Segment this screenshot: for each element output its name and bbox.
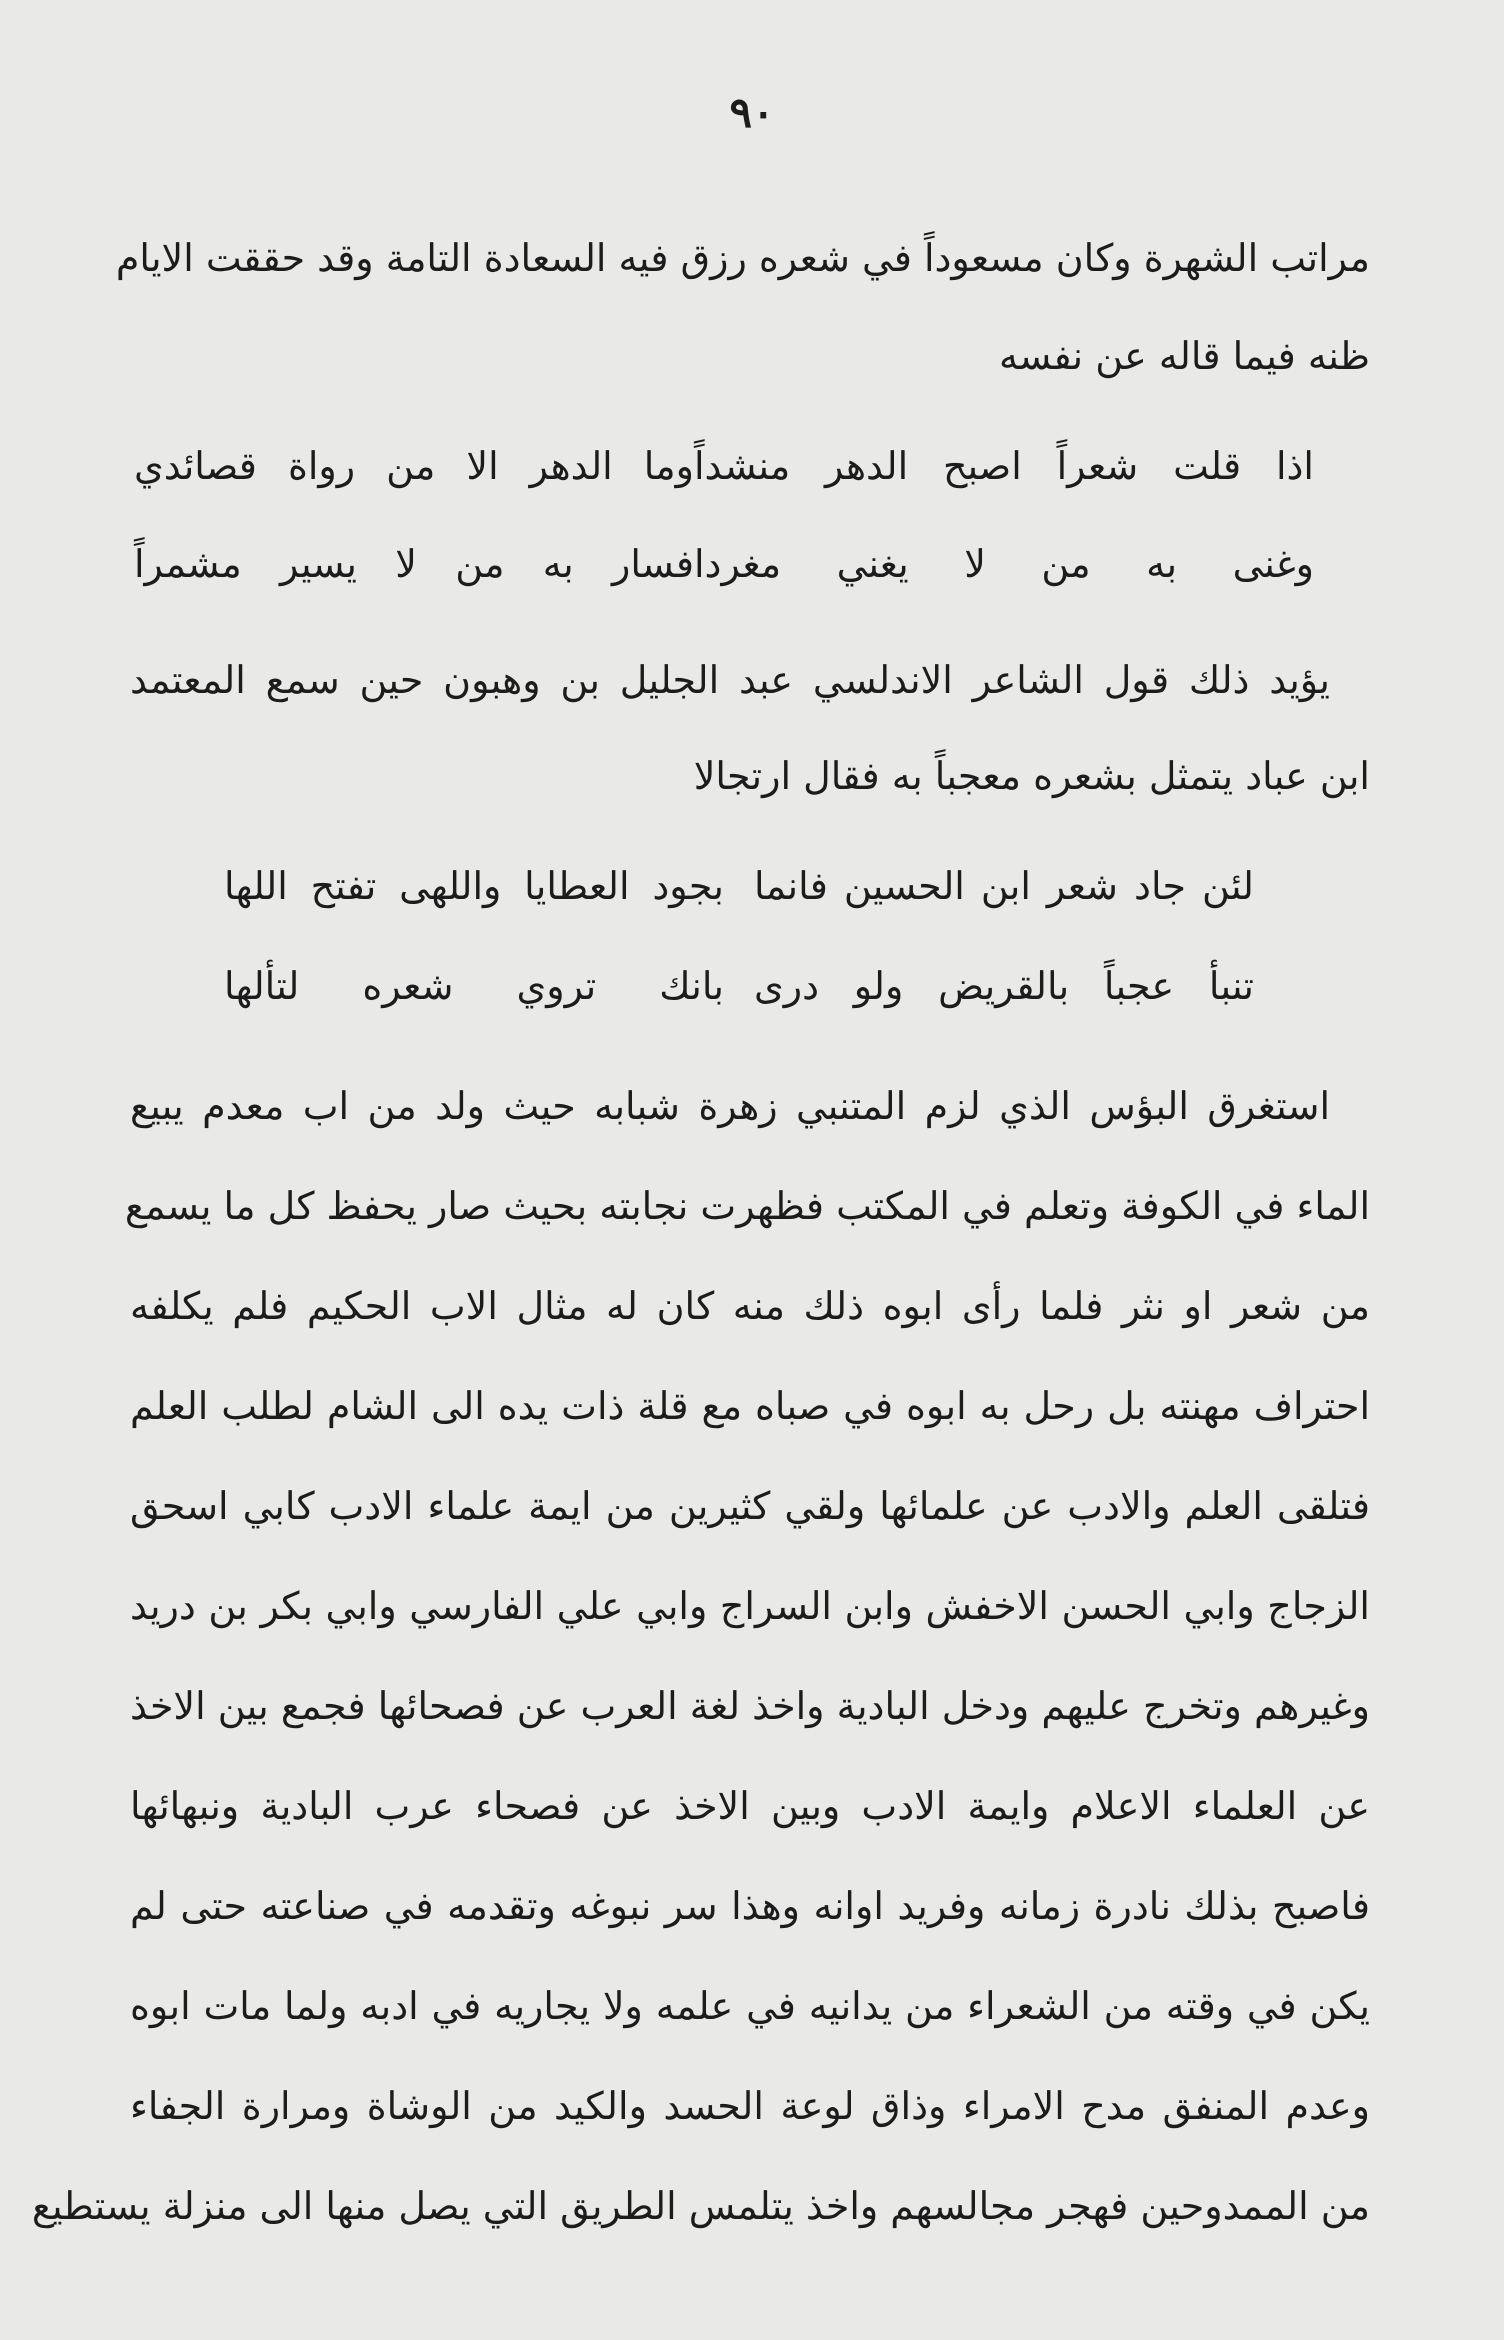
text-line: من الممدوحين فهجر مجالسهم واخذ يتلمس الطريق التي يصل منها الى منزلة يستطيع bbox=[31, 2184, 1370, 2228]
verse-first-hemistich: تنبأ عجباً بالقريض ولو درى bbox=[754, 964, 1254, 1008]
verse-second-hemistich: وما الدهر الا من رواة قصائدي bbox=[134, 444, 694, 488]
page-number: ٩٠ bbox=[729, 88, 775, 137]
text-line: الزجاج وابي الحسن الاخفش وابن السراج وابي علي الفارسي وابي بكر بن دريد bbox=[130, 1584, 1370, 1628]
text-line: ابن عباد يتمثل بشعره معجباً به فقال ارتجالا bbox=[693, 754, 1370, 798]
text-line: مراتب الشهرة وكان مسعوداً في شعره رزق فيه السعادة التامة وقد حققت الايام bbox=[115, 236, 1370, 280]
text-line: من شعر او نثر فلما رأى ابوه ذلك منه كان له مثال الاب الحكيم فلم يكلفه bbox=[130, 1284, 1370, 1328]
verse-first-hemistich: وغنى به من لا يغني مغردا bbox=[694, 542, 1314, 586]
text-line: يؤيد ذلك قول الشاعر الاندلسي عبد الجليل بن وهبون حين سمع المعتمد bbox=[130, 658, 1330, 702]
verse-second-hemistich: بجود العطايا واللهى تفتح اللها bbox=[224, 864, 724, 908]
text-line: الماء في الكوفة وتعلم في المكتب فظهرت نجابته بحيث صار يحفظ كل ما يسمع bbox=[124, 1184, 1370, 1228]
text-line: وغيرهم وتخرج عليهم ودخل البادية واخذ لغة العرب عن فصحائها فجمع بين الاخذ bbox=[130, 1684, 1370, 1728]
text-line: عن العلماء الاعلام وايمة الادب وبين الاخذ عن فصحاء عرب البادية ونبهائها bbox=[130, 1784, 1370, 1828]
verse-second-hemistich: فسار به من لا يسير مشمراً bbox=[134, 542, 694, 586]
verse-line bbox=[134, 436, 1314, 496]
verse-line bbox=[224, 956, 1254, 1016]
text-line: احتراف مهنته بل رحل به ابوه في صباه مع قلة ذات يده الى الشام لطلب العلم bbox=[130, 1384, 1370, 1428]
text-line: وعدم المنفق مدح الامراء وذاق لوعة الحسد والكيد من الوشاة ومرارة الجفاء bbox=[130, 2084, 1370, 2128]
verse-first-hemistich: لئن جاد شعر ابن الحسين فانما bbox=[754, 864, 1254, 908]
verse-first-hemistich: اذا قلت شعراً اصبح الدهر منشداً bbox=[694, 444, 1314, 488]
verse-second-hemistich: بانك تروي شعره لتألها bbox=[224, 964, 724, 1008]
text-line: فاصبح بذلك نادرة زمانه وفريد اوانه وهذا سر نبوغه وتقدمه في صناعته حتى لم bbox=[130, 1884, 1370, 1928]
text-line: فتلقى العلم والادب عن علمائها ولقي كثيرين من ايمة علماء الادب كابي اسحق bbox=[130, 1484, 1370, 1528]
text-line: يكن في وقته من الشعراء من يدانيه في علمه ولا يجاريه في ادبه ولما مات ابوه bbox=[130, 1984, 1370, 2028]
text-line: استغرق البؤس الذي لزم المتنبي زهرة شبابه حيث ولد من اب معدم يبيع bbox=[130, 1084, 1330, 1128]
verse-line bbox=[134, 534, 1314, 594]
verse-line bbox=[224, 856, 1254, 916]
text-line: ظنه فيما قاله عن نفسه bbox=[999, 334, 1370, 378]
